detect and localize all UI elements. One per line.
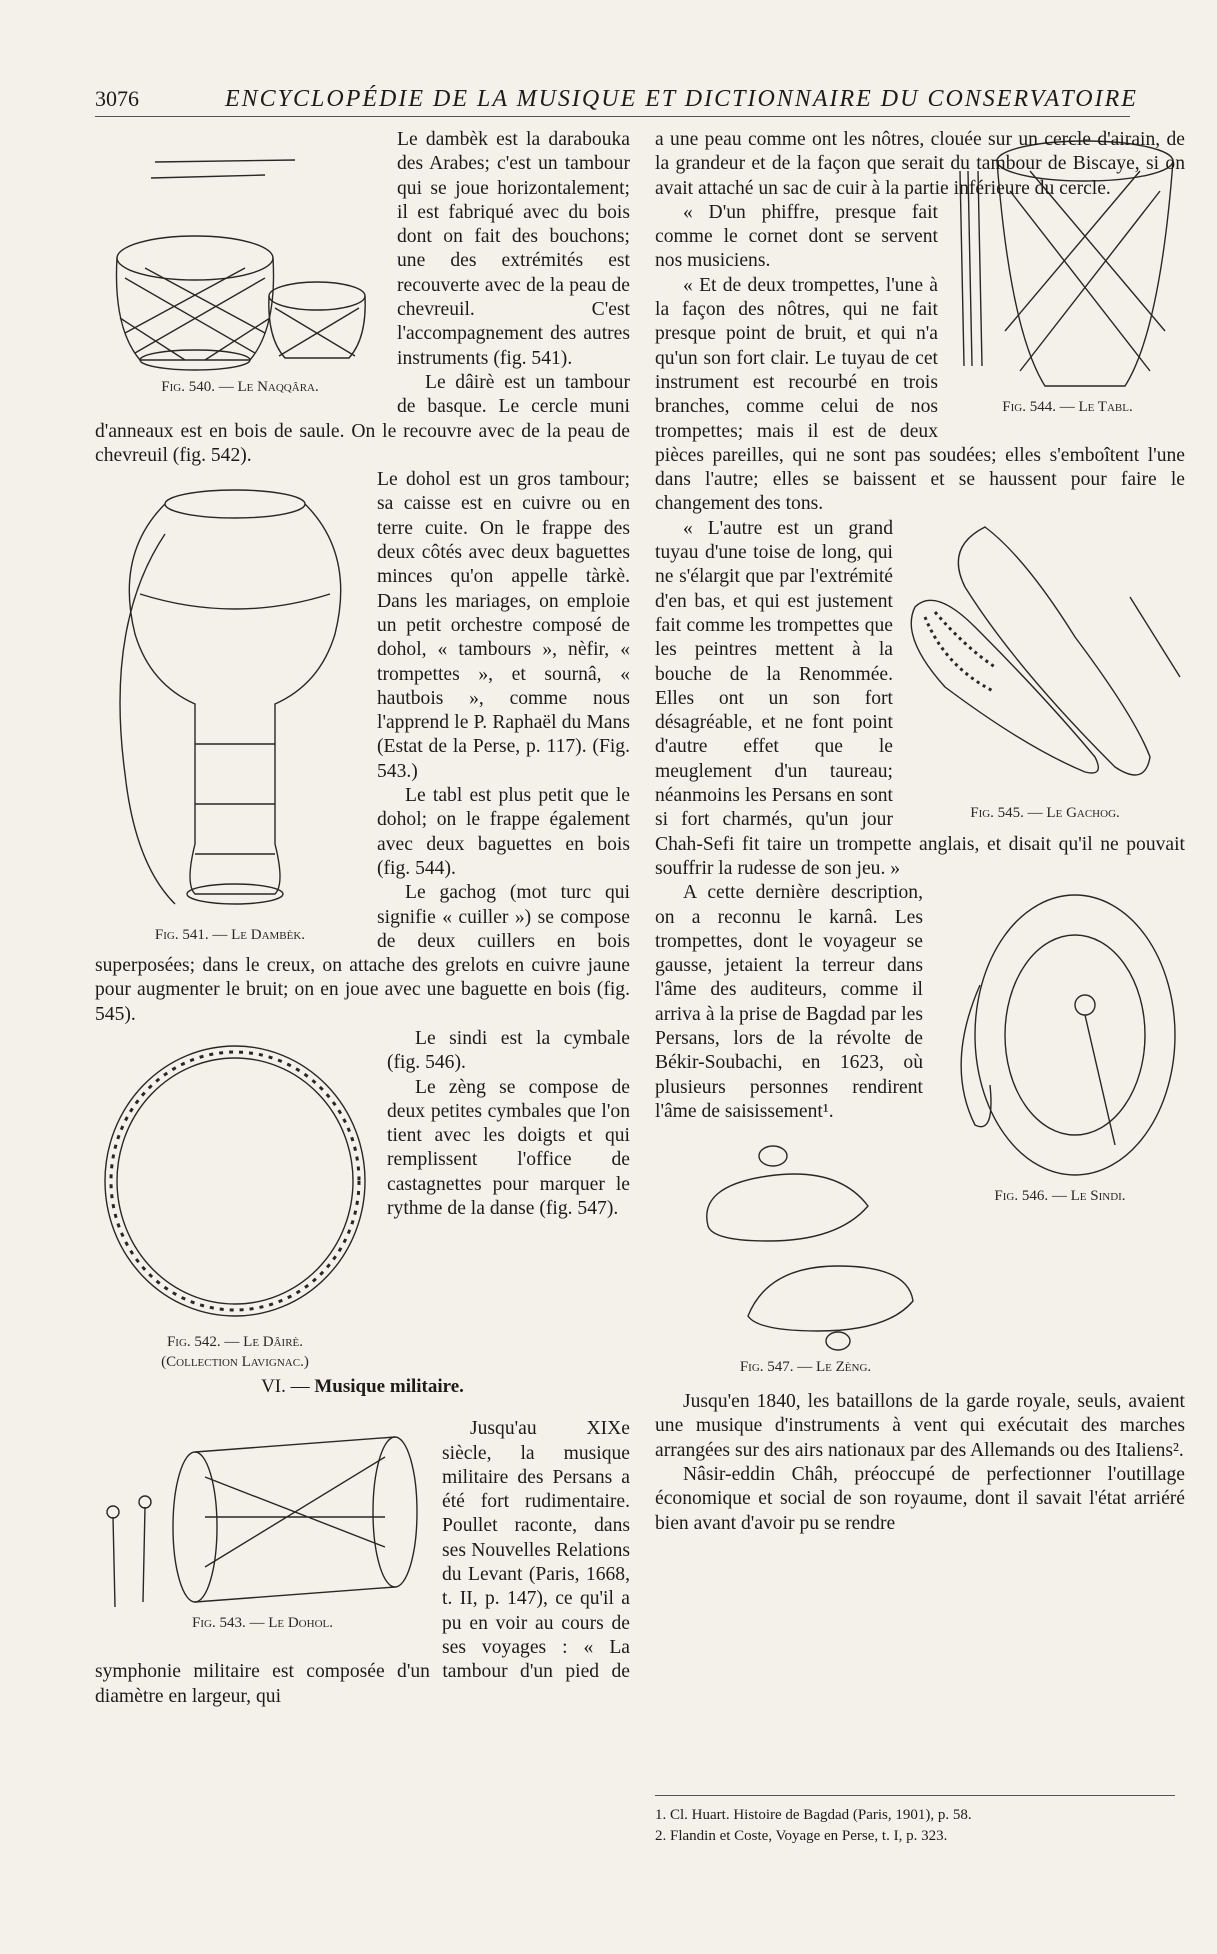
paragraph-sindi: Le sindi est la cymbale (fig. 546). [387,1027,630,1074]
gachog-illustration [905,517,1185,802]
paragraph-nasir-eddin: Nâsir-eddin Châh, préoccupé de perfectionner l'outillage économique et social de son royaume, dont il savait l'état arriéré bien avant d'avoir pu se rendre [655,1464,1185,1534]
right-column [655,128,1185,1536]
caption-fig-546: Fig. 546. — Le Sindi. [994,1188,1126,1205]
paragraph-gachog: Le gachog (mot turc qui signifie « cuiller ») se compose de deux cuillers en bois superposées; dans le creux, on attache des grelots en cuivre jaune pour augmenter le bruit; on en joue avec une baguette en bois (fig. 545). [95,882,630,1025]
figure-545-gachog [905,517,1185,827]
figure-547-zeng [688,1126,923,1386]
figure-541-dambek [95,474,365,944]
figure-546-sindi [935,885,1185,1215]
caption-fig-541: Fig. 541. — Le Dambèk. [154,927,306,944]
left-column [95,128,630,1709]
daire-illustration [95,1031,375,1331]
paragraph-phiffre: « D'un phiffre, presque fait comme le cornet dont se servent nos musiciens. [655,201,938,272]
figure-543-dohol [95,1417,430,1637]
footnote-2: 2. Flandin et Coste, Voyage en Perse, t. I, p. 323. [655,1828,948,1844]
footnotes [655,1795,1175,1848]
caption-fig-543: Fig. 543. — Le Dohol. [192,1615,333,1632]
paragraph-tabl: Le tabl est plus petit que le dohol; on le frappe également avec deux baguettes en bois (fig. 544). [377,785,630,879]
paragraph-dohol: Le dohol est un gros tambour; sa caisse est en cuivre ou en terre cuite. On le frappe des deux côtés avec deux baguettes minces qu'on appelle tàrkè. Dans les mariages, on emploie un petit orchestre composé de dohol, « tambours », nèfir, « trompettes », et sournâ, « hautbois », comme nous l'apprend le P. Raphaël du Mans (Estat de la Perse, p. 117). (Fig. 543.) [377,469,630,782]
zeng-illustration [688,1126,923,1356]
paragraph-daire: Le dâirè est un tambour de basque. Le cercle muni d'anneaux est en bois de saule. On le recouvre avec de la peau de chevreuil (fig. 542). [95,371,630,466]
caption-fig-542-collection: (Collection Lavignac.) [161,1353,309,1370]
caption-fig-544: Fig. 544. — Le Tabl. [1002,398,1133,415]
caption-fig-542: Fig. 542. — Le Dâirè. [166,1333,304,1350]
section-title: Musique militaire. [314,1375,464,1397]
naqqara-illustration [95,128,385,376]
section-number: VI. — [261,1375,310,1397]
dambek-illustration [95,474,365,924]
section-heading [95,1375,630,1399]
caption-fig-545: Fig. 545. — Le Gachog. [970,804,1120,821]
paragraph-karna: A cette dernière description, on a reconnu le karnâ. Les trompettes, dont le voyageur se gausse, jetaient la terreur dans l'âme des auditeurs, comme il arriva à la prise de Bagdad par les Persans, lors de la révolte de Békir-Soubachi, en 1623, où plusieurs personnes rendirent l'âme de saisissement¹. [655,882,923,1122]
paragraph-trumpets: « Et de deux trompettes, l'une à la façon des nôtres, qui ne fait presque point de bruit, et qui n'a qu'un son fort clair. Le tuyau de cet instrument est recourbé en trois branches, comme celui de nos trompettes; mais il est de deux pièces pareilles, qui ne sont pas soudées; elles s'emboîtent l'une dans l'autre; elles se baissent et se haussent pour faire le changement des tons. [655,274,1185,515]
running-title: ENCYCLOPÉDIE DE LA MUSIQUE ET DICTIONNAIRE DU CONSERVATOIRE [225,86,1138,112]
figure-542-daire [95,1031,375,1371]
dohol-illustration [95,1417,430,1612]
paragraph-zeng: Le zèng se compose de deux petites cymbales que l'on tient avec les doigts et qui remplissent l'office de castagnettes pour marquer le rythme de la danse (fig. 547). [387,1076,630,1220]
figure-540-naqqara [95,128,385,396]
page-number: 3076 [95,86,139,111]
paragraph-dambek: Le dambèk est la darabouka des Arabes; c'est un tambour qui se joue horizontalement; il est fabriqué avec du bois dont on fait des bouchons; une des extrémités est recouverte avec de la peau de chevreuil. C'est l'accompagnement des autres instruments (fig. 541). [397,129,630,369]
footnote-1: 1. Cl. Huart. Histoire de Bagdad (Paris, 1901), p. 58. [655,1807,972,1823]
paragraph-military-music: Jusqu'au XIXe siècle, la musique militaire des Persans a été fort rudimentaire. Poullet raconte, dans ses Nouvelles Relations du Levant (Paris, 1668, t. II, p. 147), ce qu'il a pu en voir au cours de ses voyages : « La symphonie militaire est composée d'un tambour d'un pied de diamètre en largeur, qui [95,1418,630,1707]
paragraph-royal-guard: Jusqu'en 1840, les bataillons de la garde royale, seuls, avaient une musique d'instruments à vent qui exécutait des marches arrangées sur des airs nationaux par des Allemands ou des Italiens². [655,1391,1185,1461]
page-header [95,86,1138,117]
paragraph-drum-description: a une peau comme ont les nôtres, clouée sur un cercle d'airain, de la grandeur et de la façon que serait du tambour de Biscaye, si on avait attaché un sac de cuir à la partie inférieure du cercle. [655,129,1185,199]
sindi-illustration [935,885,1185,1185]
paragraph-long-trumpet: « L'autre est un grand tuyau d'une toise de long, qui ne s'élargit que par l'extrémité d'en bas, et qui est justement fait comme les trompettes que les peintres mettent à la bouche de la Renommée. Elles ont un son fort désagréable, et ne font point d'autre effet que le meuglement d'un taureau; néanmoins les Persans en sont si fort charmés, qu'un jour Chah-Sefi fit taire un trompette anglais, et disait qu'il ne pouvait souffrir la rudesse de son jeu. » [655,517,1185,879]
caption-fig-540: Fig. 540. — Le Naqqâra. [161,379,319,395]
caption-fig-547: Fig. 547. — Le Zèng. [739,1359,872,1376]
